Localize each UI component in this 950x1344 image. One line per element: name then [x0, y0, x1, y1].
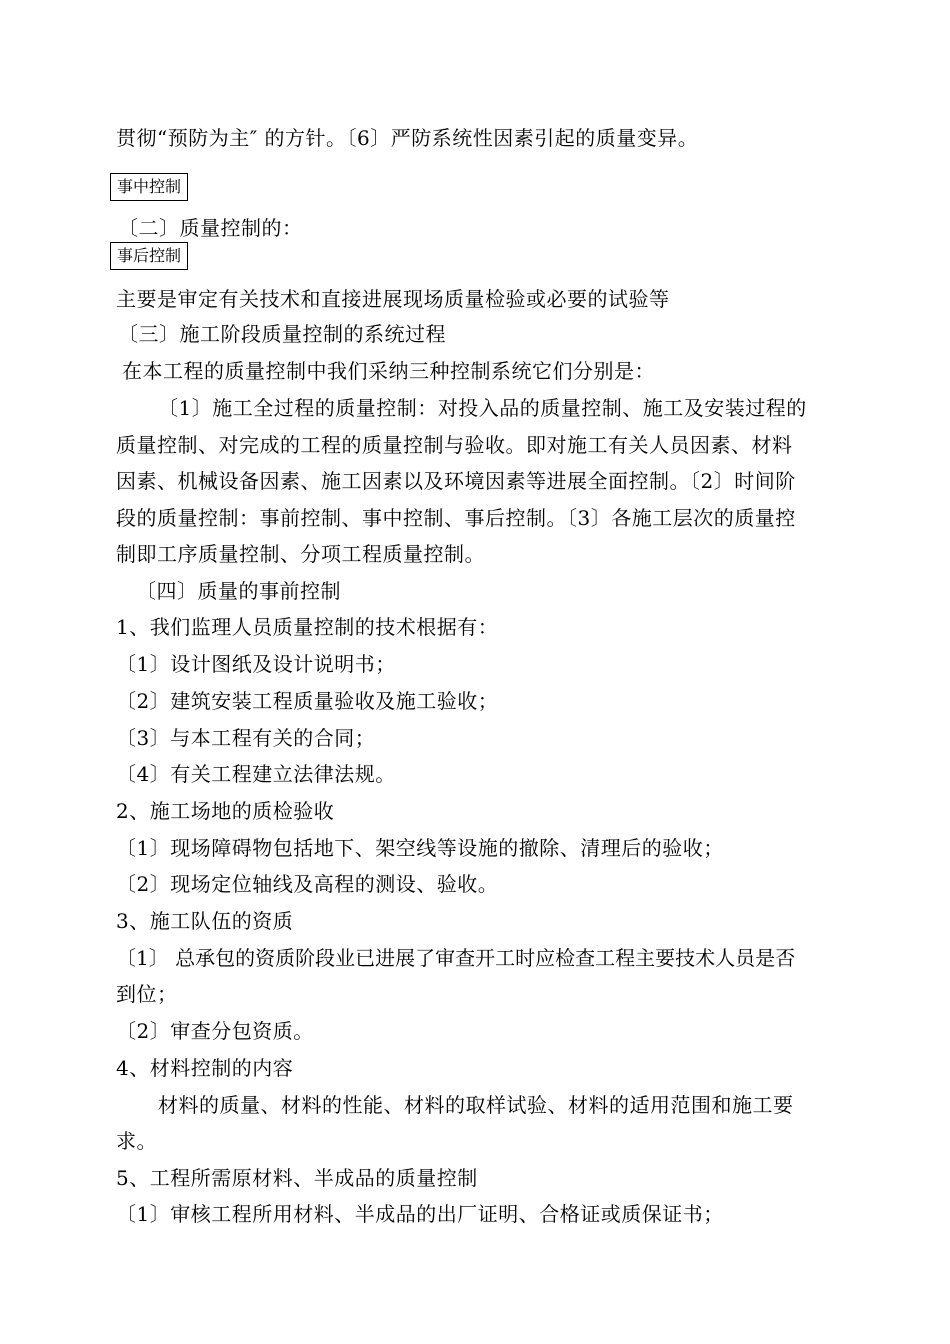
text-line: 主要是审定有关技术和直接进展现场质量检验或必要的试验等: [116, 287, 670, 311]
section-heading: 〔四〕质量的事前控制: [136, 579, 341, 603]
paragraph-line: 质量控制、对完成的工程的质量控制与验收。即对施工有关人员因素、材料: [116, 433, 793, 457]
paragraph-line: 求。: [116, 1129, 157, 1153]
list-item: 〔3〕与本工程有关的合同；: [116, 726, 376, 750]
list-heading: 2、施工场地的质检验收: [116, 799, 335, 823]
list-item: 〔1〕现场障碍物包括地下、架空线等设施的撤除、清理后的验收；: [116, 836, 724, 860]
list-heading: 4、材料控制的内容: [116, 1056, 294, 1080]
list-item: 〔4〕有关工程建立法律法规。: [116, 762, 396, 786]
list-heading: 5、工程所需原材料、半成品的质量控制: [116, 1166, 478, 1190]
paragraph-line: 材料的质量、材料的性能、材料的取样试验、材料的适用范围和施工要: [158, 1093, 794, 1117]
paragraph-line: 因素、机械设备因素、施工因素以及环境因素等进展全面控制。〔2〕时间阶: [116, 469, 796, 493]
list-item: 〔1〕设计图纸及设计说明书；: [116, 652, 396, 676]
list-item: 〔1〕审核工程所用材料、半成品的出厂证明、合格证或质保证书；: [116, 1202, 724, 1226]
list-heading: 3、施工队伍的资质: [116, 909, 294, 933]
paragraph-line: 段的质量控制：事前控制、事中控制、事后控制。〔3〕各施工层次的质量控: [116, 506, 796, 530]
list-item: 〔2〕现场定位轴线及高程的测设、验收。: [116, 872, 499, 896]
list-item: 〔1〕 总承包的资质阶段业已进展了审查开工时应检查工程主要技术人员是否: [116, 946, 796, 970]
text-line: 贯彻“预防为主″ 的方针。〔6〕严防系统性因素引起的质量变异。: [116, 126, 699, 150]
paragraph-line: 制即工序质量控制、分项工程质量控制。: [116, 542, 485, 566]
paragraph-line: 〔1〕施工全过程的质量控制：对投入品的质量控制、施工及安装过程的: [158, 396, 807, 420]
list-heading: 1、我们监理人员质量控制的技术根据有：: [116, 615, 499, 639]
list-item: 〔2〕审查分包资质。: [116, 1019, 314, 1043]
in-process-control-box: 事中控制: [110, 173, 188, 201]
list-item: 〔2〕建筑安装工程质量验收及施工验收；: [116, 689, 499, 713]
section-heading: 〔二〕质量控制的：: [118, 216, 303, 240]
text-line: 在本工程的质量控制中我们采纳三种控制系统它们分别是：: [122, 359, 655, 383]
list-item: 到位；: [116, 982, 178, 1006]
post-control-box: 事后控制: [110, 242, 188, 270]
section-heading: 〔三〕施工阶段质量控制的系统过程: [118, 322, 446, 346]
